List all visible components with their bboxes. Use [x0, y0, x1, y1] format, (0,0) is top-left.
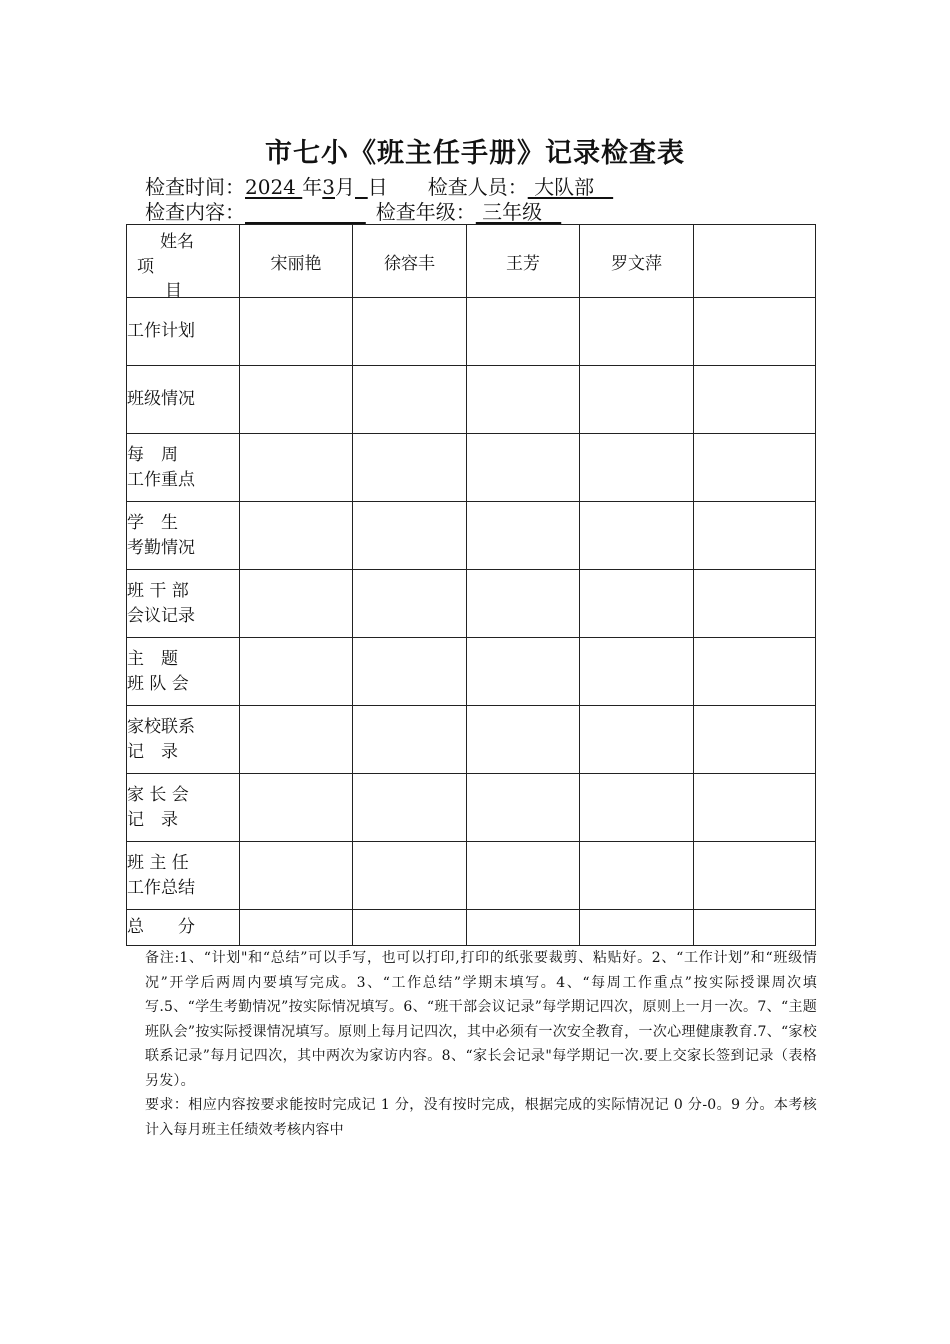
score-cell[interactable] [694, 298, 816, 366]
score-cell[interactable] [694, 910, 816, 946]
year-value: 2024 [245, 175, 303, 199]
score-cell[interactable] [694, 774, 816, 842]
item-label-cell [127, 774, 240, 842]
item-row [127, 366, 816, 434]
item-row [127, 910, 816, 946]
teacher-name-cell: 罗文萍 [580, 225, 694, 298]
score-cell[interactable] [353, 774, 467, 842]
score-cell[interactable] [580, 434, 694, 502]
score-cell[interactable] [580, 774, 694, 842]
item-row [127, 502, 816, 570]
month-unit: 月 [335, 175, 355, 199]
item-label-line: 会议记录 [127, 605, 195, 626]
teacher-name-cell [694, 225, 816, 298]
content-blank [245, 200, 366, 224]
score-cell[interactable] [240, 638, 353, 706]
item-row [127, 638, 816, 706]
item-row [127, 774, 816, 842]
day-blank [355, 175, 368, 199]
score-cell[interactable] [467, 298, 580, 366]
score-cell[interactable] [240, 570, 353, 638]
item-label-line: 主 题 [127, 648, 178, 669]
score-cell[interactable] [353, 298, 467, 366]
score-cell[interactable] [240, 842, 353, 910]
notes-section [145, 946, 817, 1142]
item-row [127, 570, 816, 638]
item-label-line: 班 干 部 [127, 580, 189, 601]
header-row [127, 225, 816, 298]
item-row [127, 842, 816, 910]
item-label-line: 班 队 会 [127, 673, 189, 694]
time-label: 检查时间： [145, 175, 245, 199]
score-cell[interactable] [353, 570, 467, 638]
content-label: 检查内容： [145, 200, 245, 224]
score-cell[interactable] [580, 638, 694, 706]
item-label-line: 总 分 [127, 917, 195, 937]
inspector-label: 检查人员： [427, 175, 528, 199]
score-cell[interactable] [240, 706, 353, 774]
score-cell[interactable] [694, 502, 816, 570]
score-cell[interactable] [694, 570, 816, 638]
score-cell[interactable] [467, 638, 580, 706]
item-label-cell [127, 842, 240, 910]
corner-name-label: 姓名 [160, 232, 194, 252]
teacher-name-cell: 宋丽艳 [240, 225, 353, 298]
item-row [127, 298, 816, 366]
score-cell[interactable] [467, 434, 580, 502]
item-label-line: 工作计划 [127, 321, 195, 341]
item-label-line: 记 录 [127, 809, 178, 830]
item-label-line: 班 主 任 [127, 852, 189, 873]
score-cell[interactable] [240, 502, 353, 570]
score-cell[interactable] [580, 842, 694, 910]
teacher-name-cell: 徐容丰 [353, 225, 467, 298]
corner-item-label-1: 项 [137, 257, 154, 277]
item-label-cell [127, 298, 240, 366]
item-label-cell [127, 910, 240, 946]
score-cell[interactable] [240, 434, 353, 502]
info-line-1 [145, 175, 613, 199]
score-cell[interactable] [580, 502, 694, 570]
score-cell[interactable] [240, 910, 353, 946]
item-label-cell [127, 434, 240, 502]
score-cell[interactable] [580, 706, 694, 774]
score-cell[interactable] [694, 434, 816, 502]
item-label-cell [127, 570, 240, 638]
item-label-line: 家 长 会 [127, 784, 189, 805]
score-cell[interactable] [580, 570, 694, 638]
score-cell[interactable] [467, 774, 580, 842]
info-line-2 [145, 200, 561, 224]
item-label-line: 每 周 [127, 444, 178, 465]
score-cell[interactable] [353, 434, 467, 502]
requirement-text: 要求：相应内容按要求能按时完成记 1 分，没有按时完成，根据完成的实际情况记 0 分-0。9 分。本考核计入每月班主任绩效考核内容中 [145, 1097, 817, 1138]
remark-text: 备注:1、“计划"和“总结”可以手写，也可以打印,打印的纸张要裁剪、粘贴好。2、“工作计划”和“班级情况”开学后两周内要填写完成。3、“工作总结”学期末填写。4、“每周工作重点”按实际授课周次填写.5、“学生考勤情况”按实际情况填写。6、“班干部会议记录”每学期记四次，原则上一月一次。7、“主题班队会”按实际授课情况填写。原则上每月记四次，其中必须有一次安全教育，一次心理健康教育.7、“家校联系记录”每月记四次，其中两次为家访内容。8、“家长会记录"每学期记一次.要上交家长签到记录（表格另发）。 [145, 950, 817, 1089]
score-cell[interactable] [353, 706, 467, 774]
score-cell[interactable] [580, 366, 694, 434]
score-cell[interactable] [467, 842, 580, 910]
score-cell[interactable] [353, 638, 467, 706]
item-label-line: 班级情况 [127, 389, 195, 409]
check-table [126, 224, 816, 946]
score-cell[interactable] [467, 366, 580, 434]
score-cell[interactable] [467, 502, 580, 570]
item-label-cell [127, 638, 240, 706]
score-cell[interactable] [694, 842, 816, 910]
item-label-line: 工作总结 [127, 877, 195, 898]
grade-value: 三年级 [475, 200, 562, 224]
item-label-line: 学 生 [127, 512, 178, 533]
item-label-cell [127, 502, 240, 570]
inspector-value: 大队部 [527, 175, 614, 199]
score-cell[interactable] [467, 910, 580, 946]
item-label-cell [127, 706, 240, 774]
score-cell[interactable] [240, 366, 353, 434]
page-title: 市七小《班主任手册》记录检查表 [265, 138, 685, 169]
day-unit: 日 [367, 175, 388, 199]
item-label-line: 工作重点 [127, 469, 195, 490]
month-value: 3 [322, 175, 335, 199]
score-cell[interactable] [353, 842, 467, 910]
score-cell[interactable] [353, 910, 467, 946]
score-cell[interactable] [353, 502, 467, 570]
corner-item-label-2: 目 [165, 281, 182, 301]
score-cell[interactable] [580, 298, 694, 366]
score-cell[interactable] [694, 638, 816, 706]
score-cell[interactable] [467, 570, 580, 638]
item-label-line: 考勤情况 [127, 537, 195, 558]
teacher-name-cell: 王芳 [467, 225, 580, 298]
score-cell[interactable] [353, 366, 467, 434]
score-cell[interactable] [694, 366, 816, 434]
grade-label: 检查年级： [375, 200, 476, 224]
item-label-cell [127, 366, 240, 434]
score-cell[interactable] [240, 774, 353, 842]
header-corner-cell [127, 225, 240, 301]
item-row [127, 434, 816, 502]
item-row [127, 706, 816, 774]
item-label-line: 记 录 [127, 741, 178, 762]
score-cell[interactable] [467, 706, 580, 774]
score-cell[interactable] [694, 706, 816, 774]
score-cell[interactable] [580, 910, 694, 946]
item-label-line: 家校联系 [127, 716, 195, 737]
year-unit: 年 [302, 175, 323, 199]
score-cell[interactable] [240, 298, 353, 366]
